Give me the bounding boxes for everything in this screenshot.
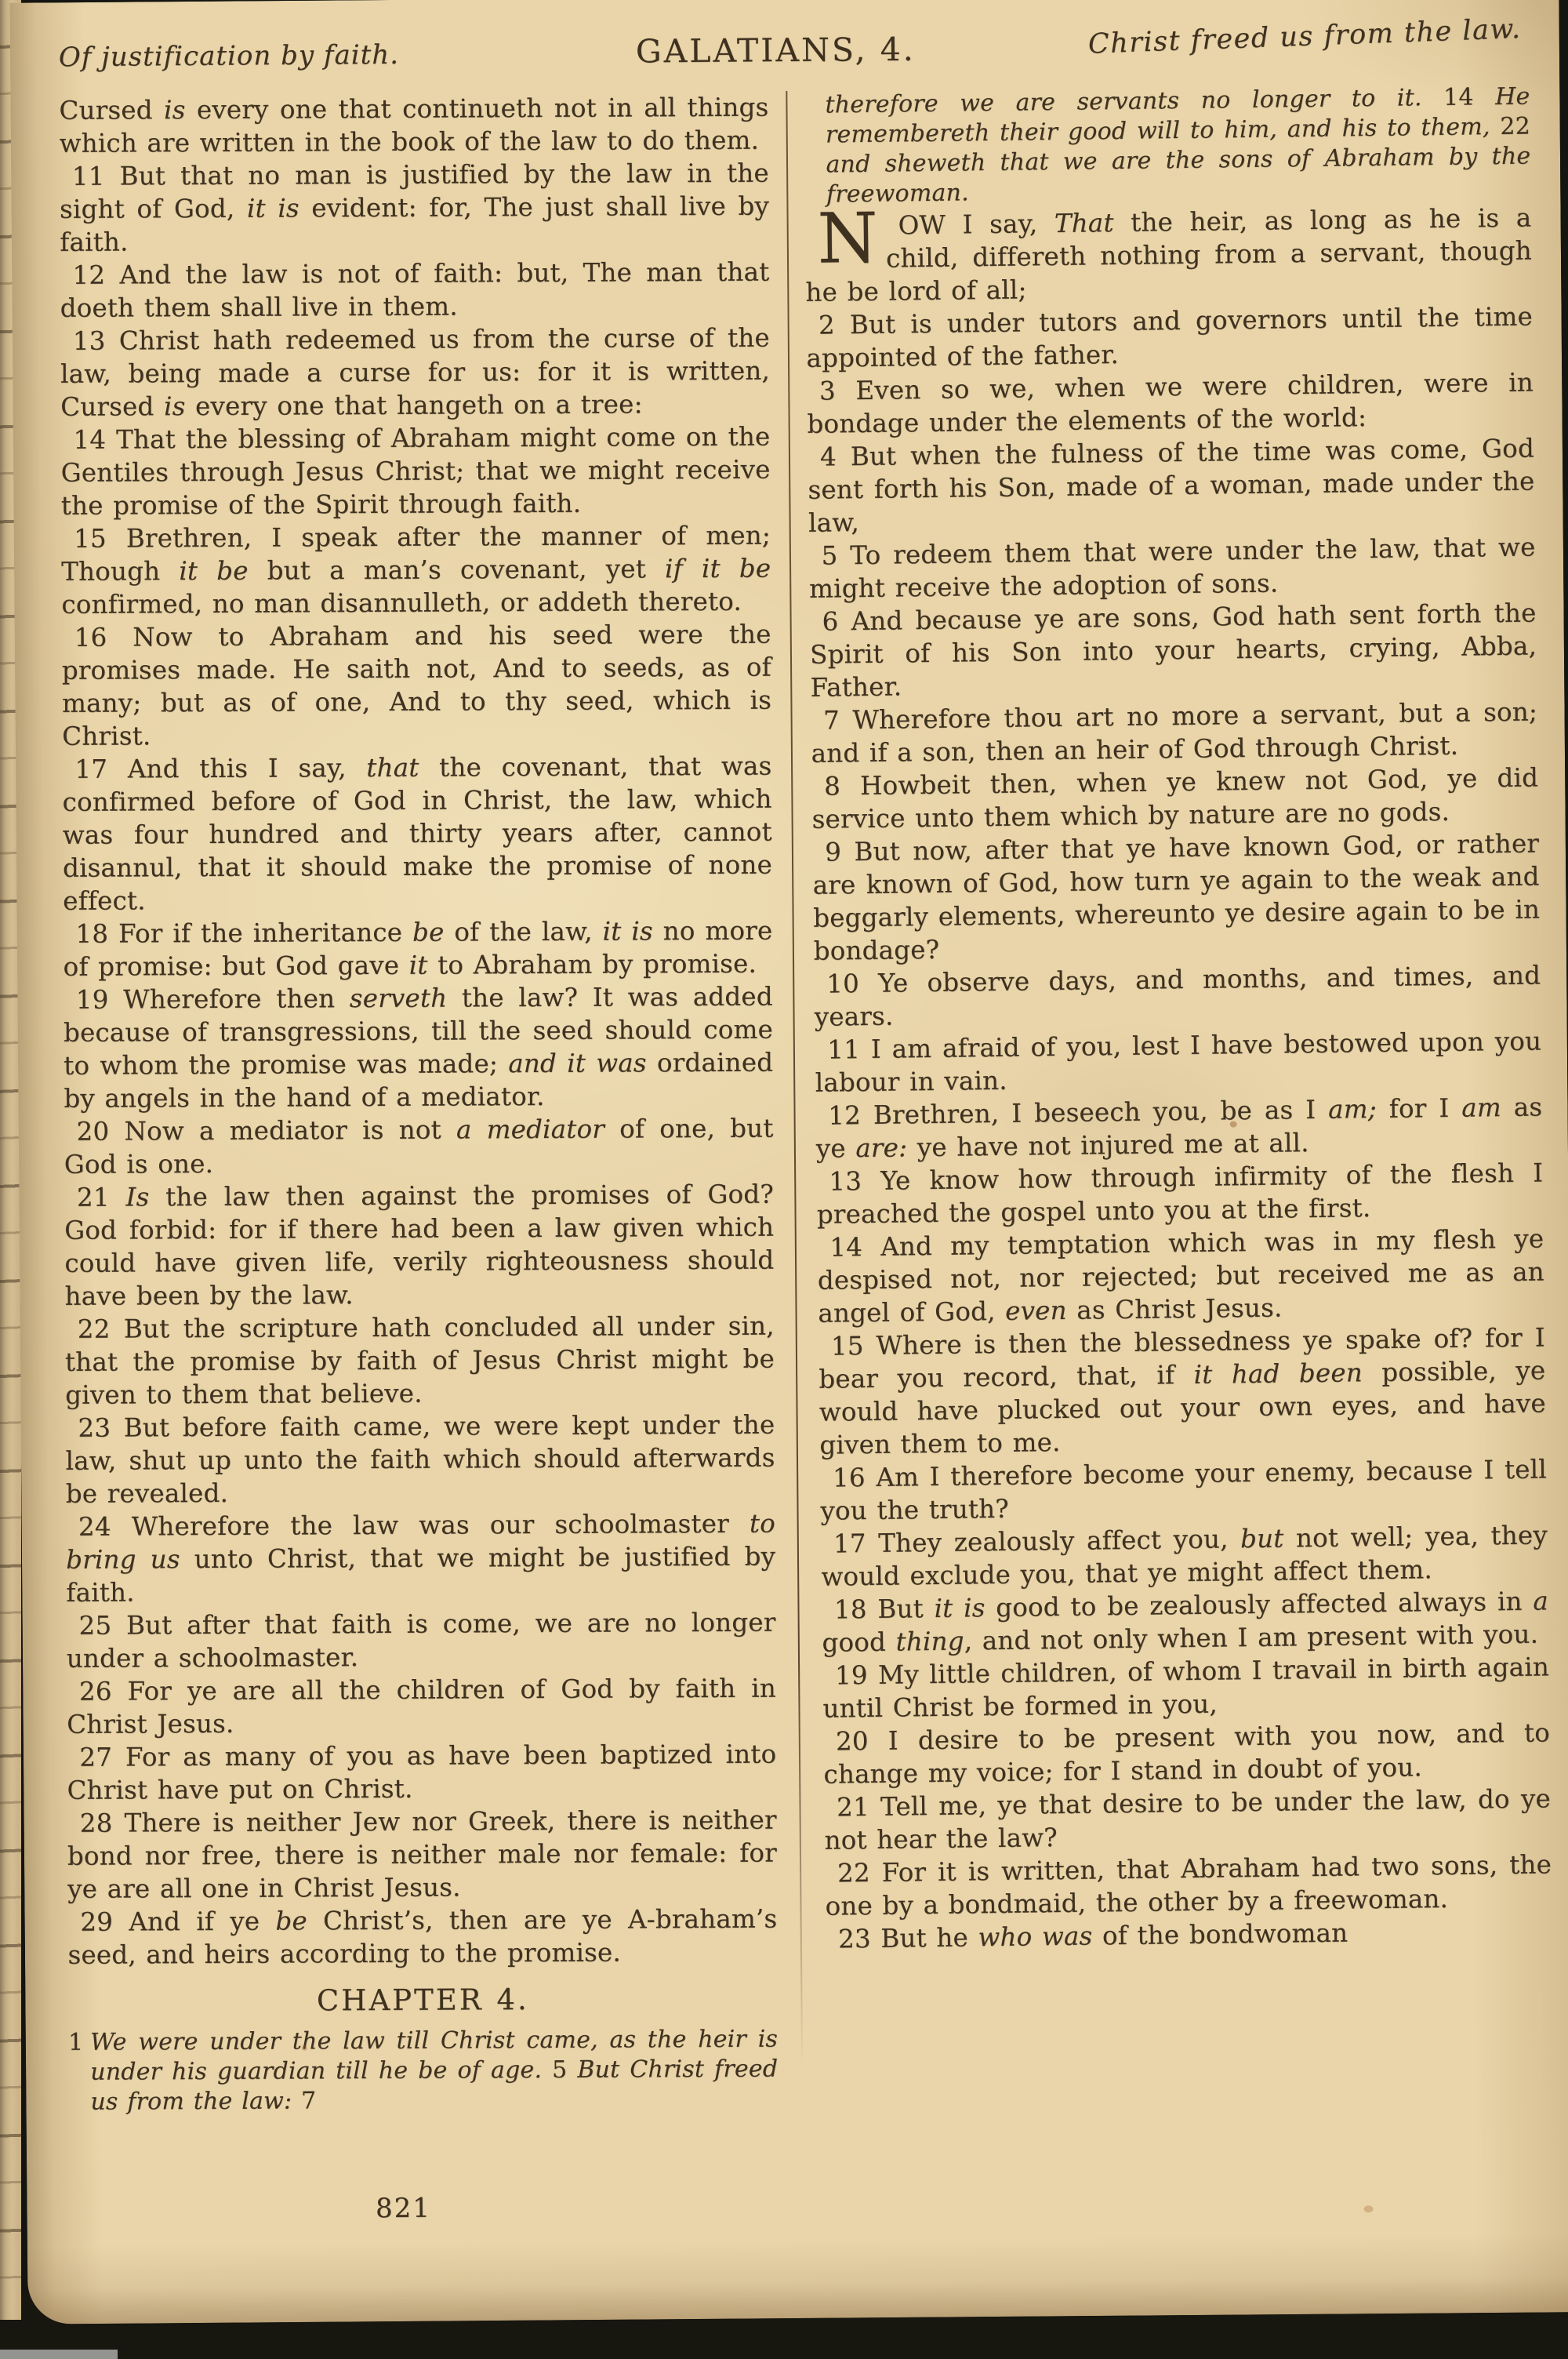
verse-number: 27 — [79, 1742, 126, 1772]
verse-paragraph: 18 But it is good to be zealously affected always in a good thing, and not only when I am present with you. — [822, 1586, 1549, 1658]
verse-number: 10 — [826, 968, 879, 999]
verse-number: 16 — [832, 1462, 877, 1493]
verse-paragraph: 19 Wherefore then serveth the law? It was added because of transgressions, till the seed should come to whom the promise was made; and it was ordained by angels in the hand of a mediator. — [63, 981, 774, 1114]
paper-stain — [1364, 2205, 1374, 2212]
verse-number: 19 — [75, 984, 124, 1015]
verse-paragraph: 13 Ye know how through infirmity of the flesh I preached the gospel unto you at the first. — [816, 1158, 1544, 1230]
verse-number: 16 — [74, 622, 133, 652]
verse-number: 14 — [829, 1231, 881, 1263]
verse-paragraph: 11 I am afraid of you, lest I have bestowed upon you labour in vain. — [815, 1026, 1542, 1098]
verse-number: 24 — [78, 1511, 132, 1542]
running-head-right: Christ freed us from the law. — [1087, 13, 1523, 60]
verse-paragraph: 17 They zealously affect you, but not well; yea, they would exclude you, that ye might affect them. — [821, 1520, 1548, 1592]
verse-paragraph: 15 Brethren, I speak after the manner of men; Though it be but a man’s covenant, yet if it be confirmed, no man disannulleth, or addeth thereto. — [61, 520, 771, 620]
verse-paragraph: 21 Is the law then against the promises of God? God forbid: for if there had been a law given which could have given life, verily righteousness should have been by the law. — [64, 1179, 775, 1311]
verse-paragraph: NOW I say, That the heir, as long as he is a child, differeth nothing from a servant, though he be lord of all; — [805, 197, 1533, 307]
verse-number: 12 — [72, 260, 120, 290]
verse-paragraph: 26 For ye are all the children of God by faith in Christ Jesus. — [67, 1673, 777, 1739]
verse-paragraph: 3 Even so we, when we were children, were in bondage under the elements of the world: — [807, 367, 1534, 439]
verse-number: 22 — [77, 1314, 124, 1344]
verse-paragraph: 16 Now to Abraham and his seed were the promises made. He saith not, And to seeds, as of many; but as of one, And to thy seed, which is Christ. — [61, 619, 772, 751]
verse-paragraph: 27 For as many of you as have been baptized into Christ have put on Christ. — [67, 1739, 777, 1805]
verse-paragraph: 12 And the law is not of faith: but, The man that doeth them shall live in them. — [60, 256, 770, 323]
verse-number: 3 — [818, 376, 856, 406]
verse-paragraph: 23 But before faith came, we were kept under the law, shut up unto the faith which should afterwards be revealed. — [65, 1409, 775, 1509]
verse-paragraph: 18 For if the inheritance be of the law, it is no more of promise: but God gave it to Abraham by promise. — [63, 915, 773, 982]
verse-paragraph: Cursed is every one that continueth not in all things which are written in the book of the law to do them. — [59, 92, 769, 158]
verse-paragraph: 20 I desire to be present with you now, and to change my voice; for I stand in doubt of you. — [823, 1717, 1551, 1790]
verse-paragraph: 21 Tell me, ye that desire to be under the law, do ye not hear the law? — [824, 1783, 1552, 1856]
verse-paragraph: 9 But now, after that ye have known God, or rather are known of God, how turn ye again to the weak and beggarly elements, whereunto ye desire again to be in bondage? — [812, 828, 1541, 966]
verse-paragraph: 13 Christ hath redeemed us from the curse of the law, being made a curse for us: for it is written, Cursed is every one that hangeth on a tree: — [60, 322, 771, 422]
verse-number: 15 — [830, 1330, 877, 1361]
verse-paragraph: 10 Ye observe days, and months, and times, and years. — [814, 960, 1541, 1032]
verse-number: 18 — [833, 1594, 878, 1625]
verse-paragraph: 22 For it is written, that Abraham had two sons, the one by a bondmaid, the other by a freewoman. — [825, 1849, 1552, 1921]
verse-paragraph: 19 My little children, of whom I travail in birth again until Christ be formed in you, — [822, 1652, 1550, 1724]
page-title: GALATIANS, 4. — [635, 30, 916, 71]
verse-number: 23 — [78, 1412, 124, 1443]
verse-paragraph: 22 But the scripture hath concluded all under sin, that the promise by faith of Jesus Christ might be given to them that believe. — [64, 1310, 775, 1410]
verse-paragraph: 14 And my temptation which was in my flesh ye despised not, nor rejected; but received me as an angel of God, even as Christ Jesus. — [817, 1223, 1545, 1329]
verse-number: 17 — [74, 754, 128, 784]
verse-number: 28 — [79, 1808, 125, 1838]
verse-paragraph: 23 But he who was of the bondwoman — [837, 1917, 1348, 1954]
drop-cap-letter: N — [816, 197, 879, 279]
verse-paragraph: 7 Wherefore thou art no more a servant, but a son; and if a son, then an heir of God through Christ. — [811, 696, 1538, 769]
verse-number: 14 — [73, 424, 117, 455]
verse-number: 18 — [75, 918, 119, 949]
verse-number: 13 — [72, 325, 119, 356]
table-surface-corner — [0, 2350, 118, 2359]
verse-number: 2 — [818, 310, 851, 340]
verse-number: 26 — [78, 1676, 128, 1707]
verse-paragraph: 4 But when the fulness of the time was come, God sent forth his Son, made of a woman, made under the law, — [808, 433, 1535, 538]
verse-number: 29 — [80, 1906, 129, 1937]
running-head-left: Of justification by faith. — [58, 38, 400, 74]
chapter-summary: 1We were under the law till Christ came, as the heir is under his guardian till he be of age. 5 But Christ freed us from the law: 7 — [68, 2025, 779, 2116]
verse-number: 4 — [819, 442, 851, 472]
verse-number: 15 — [73, 523, 126, 554]
verse-paragraph: 16 Am I therefore become your enemy, because I tell you the truth? — [820, 1454, 1548, 1526]
chapter-heading: CHAPTER 4. — [316, 1983, 529, 2018]
verse-number: 21 — [836, 1791, 881, 1823]
verse-paragraph: 17 And this I say, that the covenant, that was confirmed before of God in Christ, the law, which was four hundred and thirty years after, cannot disannul, that it should make the promise of none effect. — [62, 751, 773, 916]
page-number: 821 — [375, 2192, 432, 2225]
column-divider-rule — [786, 91, 803, 2066]
chapter-summary: therefore we are servants no longer to it. 14 He remembereth their good will to him, and his to them, 22 and sheweth that we are the sons of Abraham by the freewoman. — [825, 82, 1531, 209]
text-columns — [56, 82, 1552, 2119]
verse-number: 8 — [823, 771, 861, 801]
verse-paragraph: 29 And if ye be Christ’s, then are ye A‐braham’s seed, and heirs according to the promise. — [67, 1903, 778, 1970]
verse-paragraph: 14 That the blessing of Abraham might come on the Gentiles through Jesus Christ; that we might receive the promise of the Spirit through faith. — [60, 421, 771, 521]
verse-number: 20 — [835, 1725, 889, 1757]
verse-number: 19 — [834, 1659, 879, 1691]
verse-number: 17 — [833, 1528, 879, 1559]
verse-number: 11 — [71, 161, 120, 191]
verse-number: 21 — [76, 1182, 126, 1212]
verse-paragraph: 6 And because ye are sons, God hath sent forth the Spirit of his Son into your hearts, crying, Abba, Father. — [809, 598, 1537, 703]
verse-paragraph: 28 There is neither Jew nor Greek, there is neither bond nor free, there is neither male nor female: for ye are all one in Christ Jesus. — [67, 1805, 778, 1904]
page-content — [9, 0, 1568, 2324]
left-column — [59, 91, 778, 2117]
verse-number: 6 — [822, 606, 851, 637]
verse-paragraph: 5 To redeem them that were under the law, that we might receive the adoption of sons. — [808, 532, 1536, 604]
verse-paragraph: 25 But after that faith is come, we are no longer under a schoolmaster. — [66, 1607, 776, 1674]
verse-paragraph: 24 Wherefore the law was our schoolmaster to bring us unto Christ, that we might be justified by faith. — [66, 1508, 776, 1608]
verse-number: 13 — [829, 1165, 881, 1197]
verse-paragraph: 15 Where is then the blessedness ye spake of? for I bear you record, that, if it had been possible, ye would have plucked out your own eyes, and have given them to me. — [818, 1322, 1547, 1460]
running-head — [56, 13, 1530, 86]
verse-paragraph: 2 But is under tutors and governors until the time appointed of the father. — [806, 301, 1534, 373]
verse-number: 22 — [837, 1857, 882, 1888]
verse-number: 23 — [837, 1923, 881, 1954]
verse-number: 5 — [821, 540, 851, 571]
verse-number: 7 — [822, 705, 853, 736]
verse-number: 11 — [827, 1034, 872, 1065]
verse-paragraph: 20 Now a mediator is not a mediator of one, but God is one. — [64, 1113, 774, 1180]
verse-paragraph: 12 Brethren, I beseech you, be as I am; for I am as ye are: ye have not injured me at all. — [815, 1092, 1543, 1164]
right-column — [803, 82, 1554, 2114]
verse-number: 25 — [78, 1610, 127, 1641]
bible-page — [9, 0, 1568, 2324]
verse-number: 9 — [824, 837, 855, 867]
verse-paragraph: 8 Howbeit then, when ye knew not God, ye did service unto them which by nature are no gods. — [811, 762, 1539, 834]
verse-number: 12 — [828, 1100, 874, 1131]
verse-number: 1 — [68, 2028, 84, 2056]
verse-paragraph: 11 But that no man is justified by the law in the sight of God, it is evident: for, The just shall live by faith. — [59, 158, 770, 257]
verse-number: 20 — [76, 1116, 125, 1147]
